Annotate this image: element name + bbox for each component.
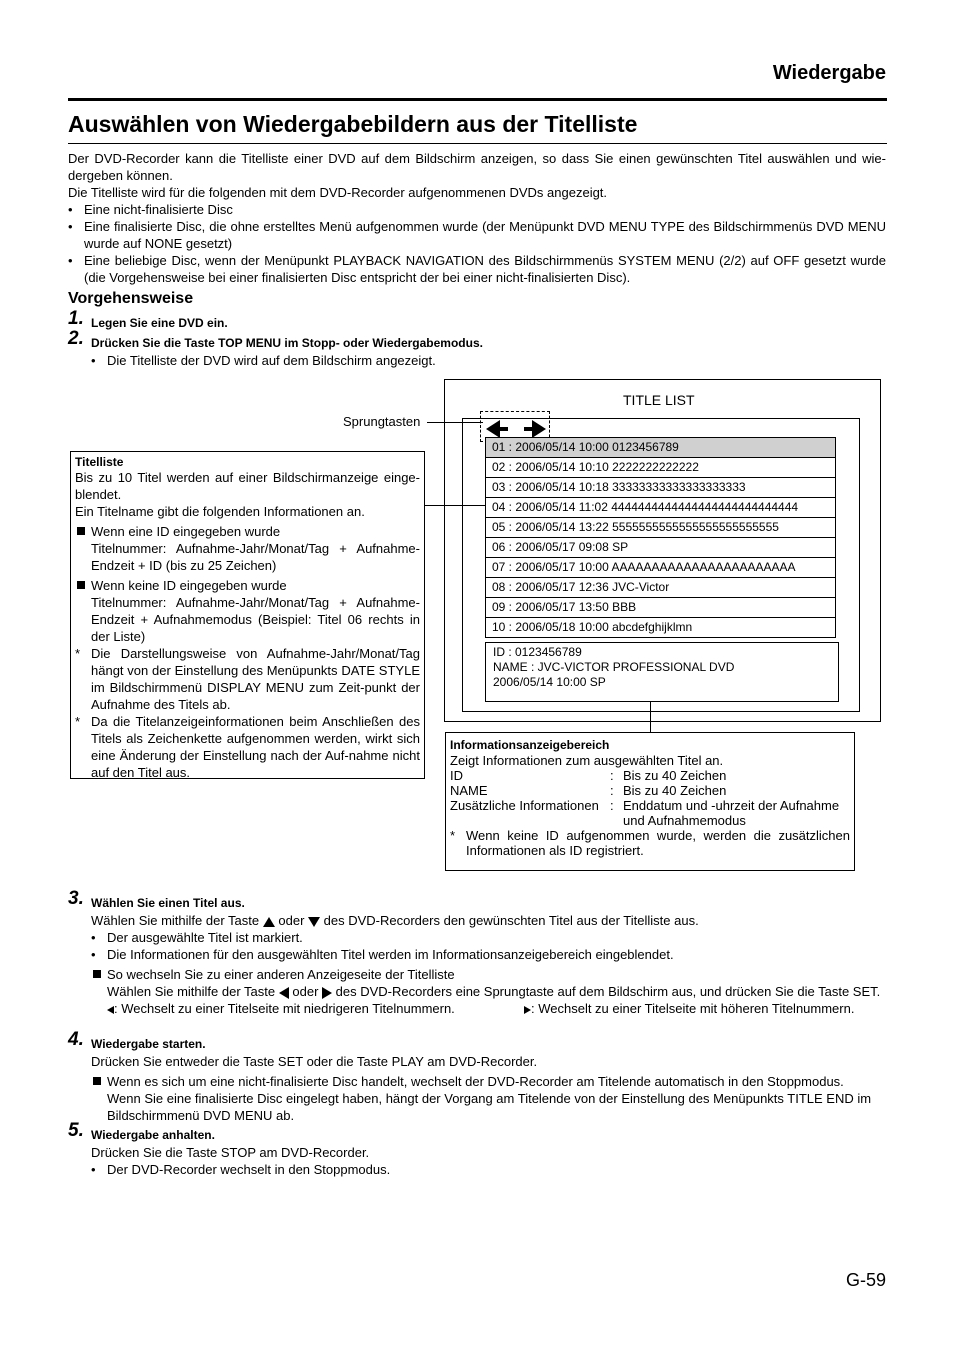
- step-heading: Wiedergabe starten.: [91, 1037, 206, 1051]
- callout-note: * Da die Titelanzeigeinformationen beim Anschließen des Titels als Zeichenkette aufgenommen werden, wirkt sich eine Änderung der Einstellung nach der Auf-nahme nicht auf den Titel aus.: [75, 713, 420, 781]
- legend-right: [524, 1000, 854, 1017]
- info-date: 2006/05/14 10:00 SP: [493, 675, 606, 689]
- step-1: [68, 308, 886, 332]
- step-3: [68, 888, 886, 1017]
- legend-left: [107, 1000, 455, 1017]
- step-number: 3.: [68, 888, 84, 909]
- title-row[interactable]: 06 : 2006/05/17 09:08 SP: [485, 538, 836, 558]
- title-row[interactable]: 04 : 2006/05/14 11:02 4444444444444444444444444444: [485, 498, 836, 518]
- info-value: Enddatum und -uhrzeit der Aufnahme und Aufnahmemodus: [623, 798, 840, 828]
- step-subsection: Wenn es sich um eine nicht-finalisierte Disc handelt, wechselt der DVD-Recorder am Titelende automatisch in den Stoppmodus.: [107, 1073, 886, 1090]
- info-table-row: [450, 768, 850, 783]
- header-rule: [68, 98, 887, 101]
- step-text: Drücken Sie die Taste STOP am DVD-Recorder.: [91, 1145, 370, 1160]
- step-text-part: des DVD-Recorders eine Sprungtaste auf dem Bildschirm aus, und drücken Sie die Taste SET.: [335, 984, 881, 999]
- info-key: ID: [450, 768, 463, 783]
- jump-left-icon[interactable]: [486, 420, 508, 438]
- title-list: [485, 437, 836, 638]
- step-text-part: des DVD-Recorders den gewünschten Titel aus der Titelliste aus.: [323, 913, 699, 928]
- step-text: [107, 983, 886, 1000]
- callout-heading: Informationsanzeigebereich: [450, 738, 610, 752]
- step-heading: Wiedergabe anhalten.: [91, 1128, 215, 1142]
- intro-paragraph-1: Der DVD-Recorder kann die Titelliste einer DVD auf dem Bildschirm anzeigen, so dass Sie einen gewünschten Titel auswählen und wie-dergeben können.: [68, 151, 886, 183]
- step-text: Drücken Sie entweder die Taste SET oder die Taste PLAY am DVD-Recorder.: [91, 1054, 538, 1069]
- info-table: [450, 768, 850, 828]
- step-4: [68, 1029, 886, 1124]
- callout-item: [75, 577, 420, 645]
- down-arrow-icon: [308, 917, 320, 927]
- jump-right-icon[interactable]: [524, 420, 546, 438]
- callout-text: Bis zu 10 Titel werden auf einer Bildschirmanzeige einge-blendet.: [75, 470, 420, 502]
- screen-title: TITLE LIST: [623, 392, 695, 408]
- step-5: [68, 1120, 886, 1178]
- callout-text: Ein Titelname gibt die folgenden Informationen an.: [75, 504, 365, 519]
- title-row[interactable]: 05 : 2006/05/14 13:22 5555555555555555555555555: [485, 518, 836, 538]
- page-title: Auswählen von Wiedergabebildern aus der Titelliste: [68, 111, 638, 137]
- step-2: [68, 328, 886, 369]
- step-bullet: • Die Informationen für den ausgewählten Titel werden im Informationsanzeigebereich eingeblendet.: [107, 946, 886, 963]
- info-value: Bis zu 40 Zeichen: [623, 768, 727, 783]
- jump-callout-line: [427, 422, 483, 423]
- callout-note: * Wenn keine ID aufgenommen wurde, werden die zusätzlichen Informationen als ID registriert.: [450, 828, 850, 858]
- step-bullet: • Die Titelliste der DVD wird auf dem Bildschirm angezeigt.: [107, 352, 886, 369]
- info-sep: :: [610, 798, 614, 813]
- step-text: Wenn Sie eine finalisierte Disc eingelegt haben, hängt der Vorgang am Titelende von der Einstellung des Menüpunkts TITLE END im Bildschirmmenü DVD MENU ab.: [107, 1091, 872, 1123]
- right-arrow-icon: [322, 987, 332, 999]
- step-subsection: So wechseln Sie zu einer anderen Anzeigeseite der Titelliste: [107, 966, 886, 983]
- info-value: Bis zu 40 Zeichen: [623, 783, 727, 798]
- callout-item-head: Wenn keine ID eingegeben wurde: [91, 578, 287, 593]
- callout-item-text: Titelnummer: Aufnahme-Jahr/Monat/Tag + Aufnahme-Endzeit + ID (bis zu 25 Zeichen): [91, 541, 420, 573]
- info-table-row: [450, 783, 850, 798]
- procedure-heading: Vorgehensweise: [68, 290, 194, 307]
- info-callout-line: [650, 702, 651, 732]
- intro-text: [68, 150, 886, 286]
- callout-item-head: Wenn eine ID eingegeben wurde: [91, 524, 281, 539]
- jump-right-small-icon: [524, 1006, 531, 1014]
- info-key: Zusätzliche Informationen: [450, 798, 599, 813]
- intro-bullet: • Eine nicht-finalisierte Disc: [68, 201, 886, 218]
- intro-bullet: • Eine finalisierte Disc, die ohne erstelltes Menü aufgenommen wurde (der Menüpunkt DVD MENU TYPE des Bildschirmmenüs DVD MENU wurde auf NONE gesetzt): [68, 218, 886, 252]
- info-name: NAME : JVC-VICTOR PROFESSIONAL DVD: [493, 660, 735, 674]
- intro-bullet: • Eine beliebige Disc, wenn der Menüpunkt PLAYBACK NAVIGATION des Bildschirmmenüs SYSTEM MENU (2/2) auf OFF gesetzt wurde (die Vorgehensweise bei einer finalisierten Disc entspricht der bei einer nicht-finalisierten Disc).: [68, 252, 886, 286]
- info-id: ID : 0123456789: [493, 645, 582, 659]
- step-heading: Wählen Sie einen Titel aus.: [91, 896, 245, 910]
- section-title: Wiedergabe: [772, 62, 886, 84]
- title-row[interactable]: 10 : 2006/05/18 10:00 abcdefghijklmn: [485, 618, 836, 638]
- callout-note: * Die Darstellungsweise von Aufnahme-Jahr/Monat/Tag hängt von der Einstellung des Menüpunkts DATE STYLE im Bildschirmmenü DISPLAY MENU zum Zeit-punkt der Aufnahme des Titels ab.: [75, 645, 420, 713]
- step-number: 2.: [68, 328, 84, 349]
- info-display-area: [485, 642, 839, 702]
- info-sep: :: [610, 768, 614, 783]
- step-heading: Drücken Sie die Taste TOP MENU im Stopp- oder Wiedergabemodus.: [91, 336, 483, 350]
- info-table-row: [450, 798, 850, 828]
- step-number: 4.: [68, 1029, 84, 1050]
- left-arrow-icon: [279, 987, 289, 999]
- jump-keys-label: Sprungtasten: [343, 414, 421, 429]
- titlelist-callout-line: [425, 505, 485, 506]
- jump-left-small-icon: [107, 1006, 114, 1014]
- step-bullet: • Der DVD-Recorder wechselt in den Stoppmodus.: [107, 1161, 886, 1178]
- callout-heading: Titelliste: [75, 455, 124, 469]
- titelliste-callout: [70, 451, 425, 779]
- step-text-part: Wählen Sie mithilfe der Taste: [91, 913, 260, 928]
- page-number: G-59: [845, 1270, 886, 1290]
- step-text: [91, 912, 886, 929]
- jump-key-legend: [107, 1000, 886, 1017]
- info-sep: :: [610, 783, 614, 798]
- callout-text: Zeigt Informationen zum ausgewählten Titel an.: [450, 753, 724, 768]
- title-row[interactable]: 07 : 2006/05/17 10:00 AAAAAAAAAAAAAAAAAAAAAAA: [485, 558, 836, 578]
- title-row[interactable]: 09 : 2006/05/17 13:50 BBB: [485, 598, 836, 618]
- info-area-callout: [445, 732, 855, 871]
- up-arrow-icon: [263, 917, 275, 927]
- title-row[interactable]: 02 : 2006/05/14 10:10 2222222222222: [485, 458, 836, 478]
- step-text-part: oder: [292, 984, 319, 999]
- step-number: 5.: [68, 1120, 84, 1141]
- title-row[interactable]: 03 : 2006/05/14 10:18 33333333333333333333: [485, 478, 836, 498]
- callout-item-text: Titelnummer: Aufnahme-Jahr/Monat/Tag + Aufnahme-Endzeit + Aufnahmemodus (Beispiel: Titel 06 rechts in der Liste): [91, 595, 420, 644]
- step-text-part: oder: [278, 913, 305, 928]
- step-heading: Legen Sie eine DVD ein.: [91, 316, 228, 330]
- step-text-part: Wählen Sie mithilfe der Taste: [107, 984, 276, 999]
- title-row-selected[interactable]: 01 : 2006/05/14 10:00 0123456789: [485, 437, 836, 458]
- info-key: NAME: [450, 783, 488, 798]
- title-row[interactable]: 08 : 2006/05/17 12:36 JVC-Victor: [485, 578, 836, 598]
- step-bullet: • Der ausgewählte Titel ist markiert.: [107, 929, 886, 946]
- intro-paragraph-2: Die Titelliste wird für die folgenden mit dem DVD-Recorder aufgenommenen DVDs angezeigt.: [68, 185, 608, 200]
- legend-left-text: : Wechselt zu einer Titelseite mit niedrigeren Titelnummern.: [114, 1001, 455, 1016]
- callout-item: [75, 523, 420, 574]
- title-rule: [68, 143, 887, 144]
- step-number: 1.: [68, 308, 84, 329]
- legend-right-text: : Wechselt zu einer Titelseite mit höheren Titelnummern.: [531, 1001, 855, 1016]
